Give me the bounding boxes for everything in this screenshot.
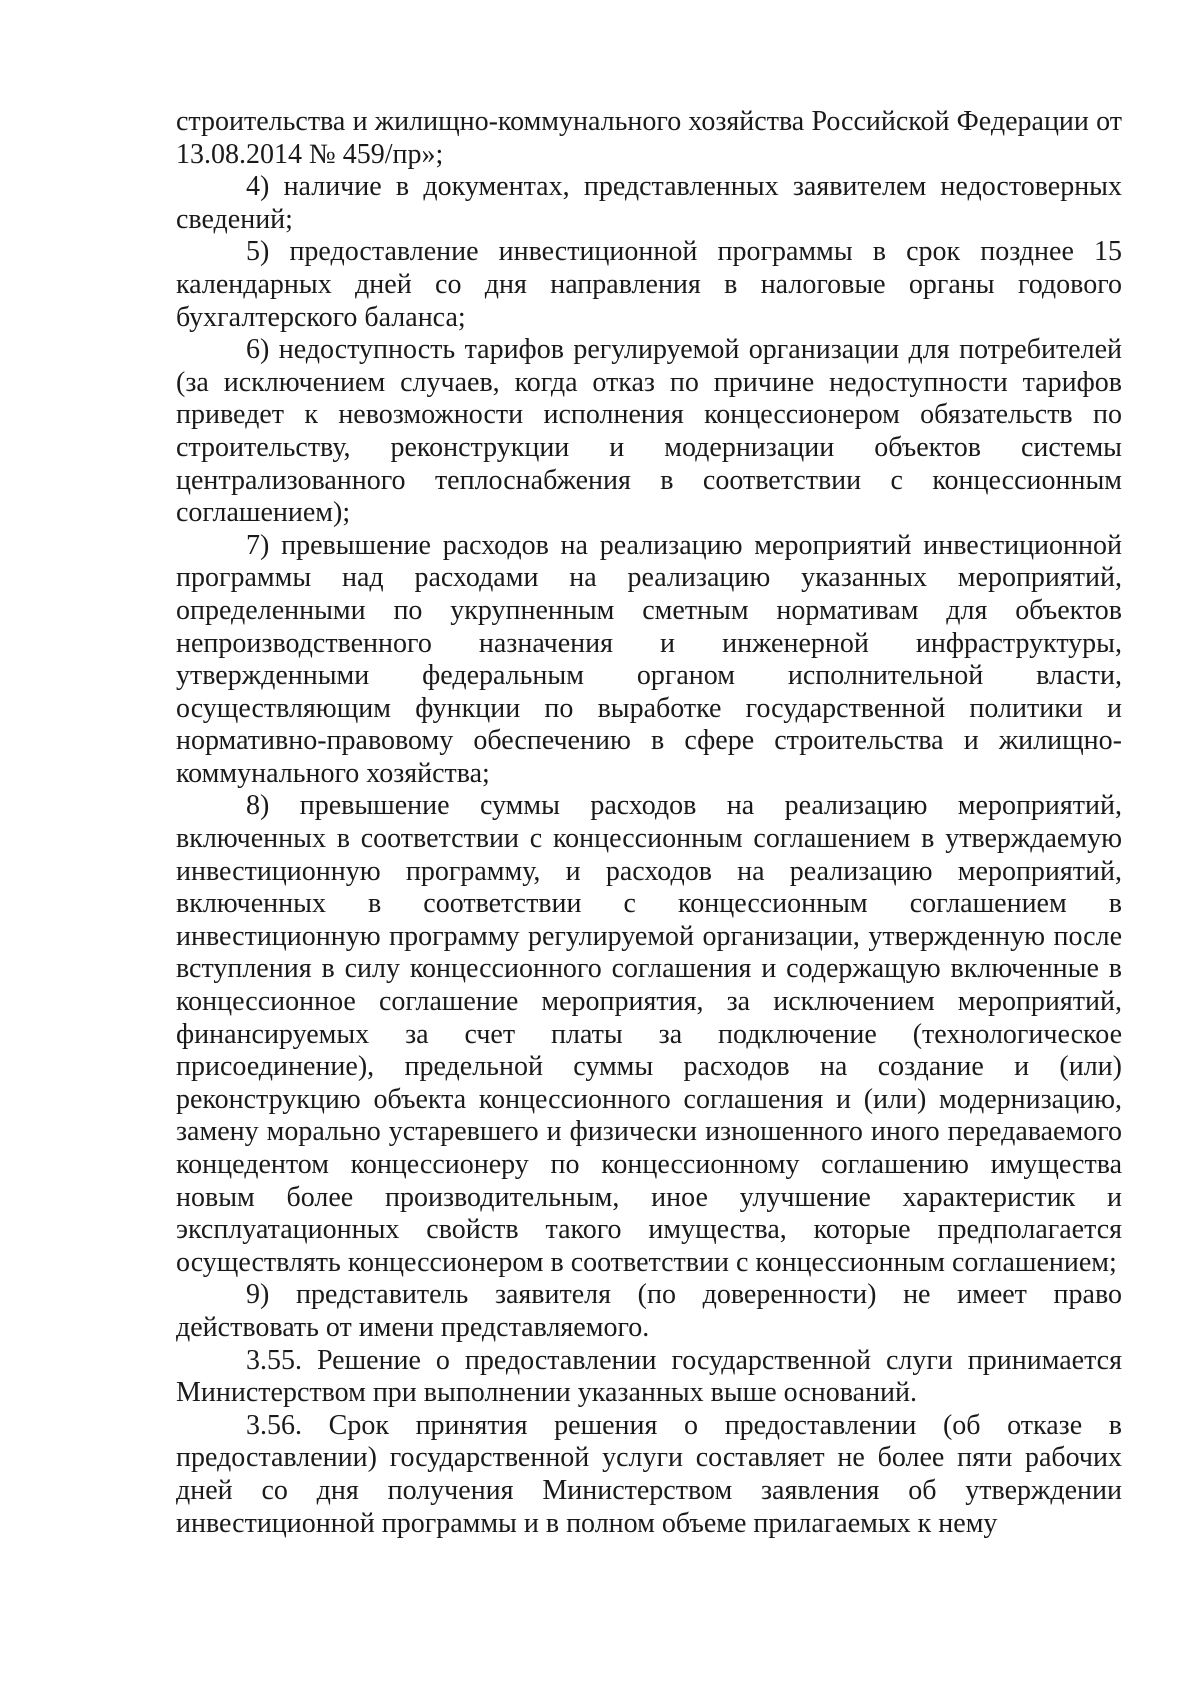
paragraph-section-3-55: 3.55. Решение о предоставлении государственной слуги принимается Министерством при выполнении указанных выше оснований. <box>176 1344 1122 1409</box>
paragraph-item-8: 8) превышение суммы расходов на реализацию мероприятий, включенных в соответствии с концессионным соглашением в утверждаемую инвестиционную программу, и расходов на реализацию мероприятий, включенных в соответствии с концессионным соглашением в инвестиционную программу регулируемой организации, утвержденную после вступления в силу концессионного соглашения и содержащую включенные в концессионное соглашение мероприятия, за исключением мероприятий, финансируемых за счет платы за подключение (технологическое присоединение), предельной суммы расходов на создание и (или) реконструкцию объекта концессионного соглашения и (или) модернизацию, замену морально устаревшего и физически изношенного иного передаваемого концедентом концессионеру по концессионному соглашению имущества новым более производительным, иное улучшение характеристик и эксплуатационных свойств такого имущества, которые предполагается осуществлять концессионером в соответствии с концессионным соглашением; <box>176 790 1122 1278</box>
paragraph-item-4: 4) наличие в документах, представленных заявителем недостоверных сведений; <box>176 171 1122 235</box>
paragraph-continuation: строительства и жилищно-коммунального хозяйства Российской Федерации от 13.08.2014 № 459/пр»; <box>176 106 1122 170</box>
paragraph-item-9: 9) представитель заявителя (по доверенности) не имеет право действовать от имени представляемого. <box>176 1279 1122 1343</box>
paragraph-item-5: 5) предоставление инвестиционной программы в срок позднее 15 календарных дней со дня направления в налоговые органы годового бухгалтерского баланса; <box>176 236 1122 333</box>
paragraph-item-7: 7) превышение расходов на реализацию мероприятий инвестиционной программы над расходами на реализацию указанных мероприятий, определенными по укрупненным сметным нормативам для объектов непроизводственного назначения и инженерной инфраструктуры, утвержденными федеральным органом исполнительной власти, осуществляющим функции по выработке государственной политики и нормативно-правовому обеспечению в сфере строительства и жилищно-коммунального хозяйства; <box>176 529 1122 789</box>
document-body <box>176 106 1122 1540</box>
paragraph-item-6: 6) недоступность тарифов регулируемой организации для потребителей (за исключением случаев, когда отказ по причине недоступности тарифов приведет к невозможности исполнения концессионером обязательств по строительству, реконструкции и модернизации объектов системы централизованного теплоснабжения в соответствии с концессионным соглашением); <box>176 334 1122 529</box>
paragraph-section-3-56: 3.56. Срок принятия решения о предоставлении (об отказе в предоставлении) государственной услуги составляет не более пяти рабочих дней со дня получения Министерством заявления об утверждении инвестиционной программы и в полном объеме прилагаемых к нему <box>176 1409 1122 1539</box>
